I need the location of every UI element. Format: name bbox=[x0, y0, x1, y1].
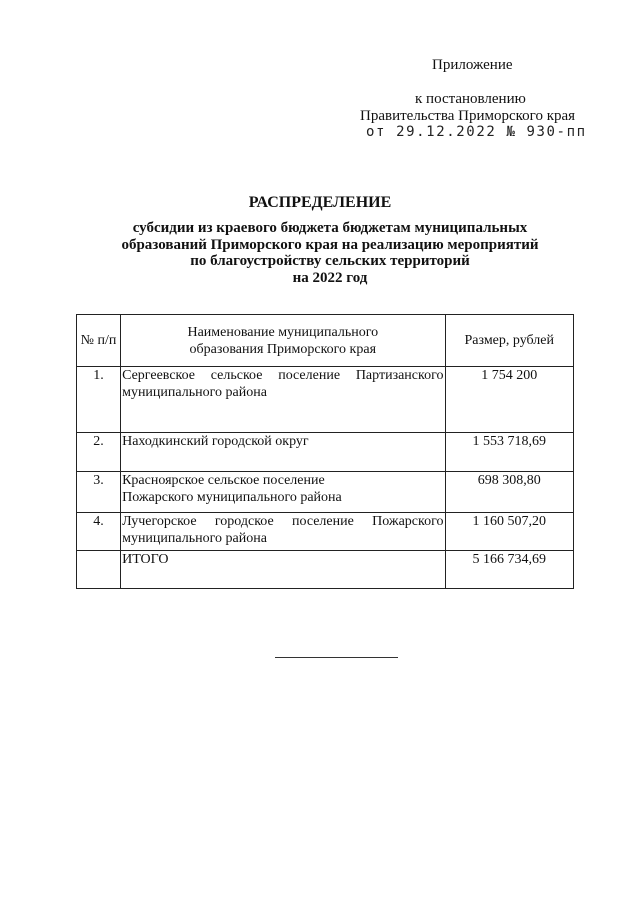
header-name bbox=[121, 315, 445, 367]
subtitle-line: образований Приморского края на реализацию мероприятий bbox=[121, 236, 539, 253]
row-name-line: Пожарского муниципального района bbox=[122, 490, 342, 505]
header-amount: Размер, рублей bbox=[445, 315, 574, 367]
row-amount: 698 308,80 bbox=[445, 472, 574, 513]
total-number bbox=[77, 551, 121, 589]
row-name: Сергеевское сельское поселение Партизанского муниципального района bbox=[121, 367, 445, 433]
closing-divider bbox=[275, 657, 398, 658]
row-number: 4. bbox=[77, 513, 121, 551]
appendix-to-resolution: к постановлению bbox=[415, 91, 526, 107]
row-name: Лучегорское городское поселение Пожарского муниципального района bbox=[121, 513, 445, 551]
total-label: ИТОГО bbox=[121, 551, 445, 589]
header-name-line: Наименование муниципального bbox=[187, 324, 379, 340]
row-number: 2. bbox=[77, 433, 121, 472]
subsidy-table bbox=[76, 314, 574, 589]
appendix-title: Приложение bbox=[432, 57, 513, 73]
header-number: № п/п bbox=[77, 315, 121, 367]
subtitle-line: по благоустройству сельских территорий bbox=[190, 253, 470, 269]
total-amount: 5 166 734,69 bbox=[445, 551, 574, 589]
table-row bbox=[77, 367, 574, 433]
subtitle-line: на 2022 год bbox=[292, 269, 368, 286]
appendix-government: Правительства Приморского края bbox=[360, 108, 576, 124]
resolution-stamp: от 29.12.2022 № 930-пп bbox=[366, 124, 587, 140]
row-amount: 1 553 718,69 bbox=[445, 433, 574, 472]
subtitle-line: субсидии из краевого бюджета бюджетам муниципальных bbox=[132, 220, 528, 236]
table-header-row bbox=[77, 315, 574, 367]
table-row bbox=[77, 513, 574, 551]
document-subtitle bbox=[80, 220, 580, 286]
row-number: 1. bbox=[77, 367, 121, 433]
table-row bbox=[77, 472, 574, 513]
table-row bbox=[77, 433, 574, 472]
row-number: 3. bbox=[77, 472, 121, 513]
row-name-line: Красноярское сельское поселение bbox=[122, 473, 325, 488]
row-name bbox=[121, 472, 445, 513]
document-title: РАСПРЕДЕЛЕНИЕ bbox=[248, 194, 392, 211]
row-amount: 1 160 507,20 bbox=[445, 513, 574, 551]
header-name-line: образования Приморского края bbox=[189, 341, 377, 357]
table-total-row bbox=[77, 551, 574, 589]
row-name: Находкинский городской округ bbox=[121, 433, 445, 472]
row-amount: 1 754 200 bbox=[445, 367, 574, 433]
